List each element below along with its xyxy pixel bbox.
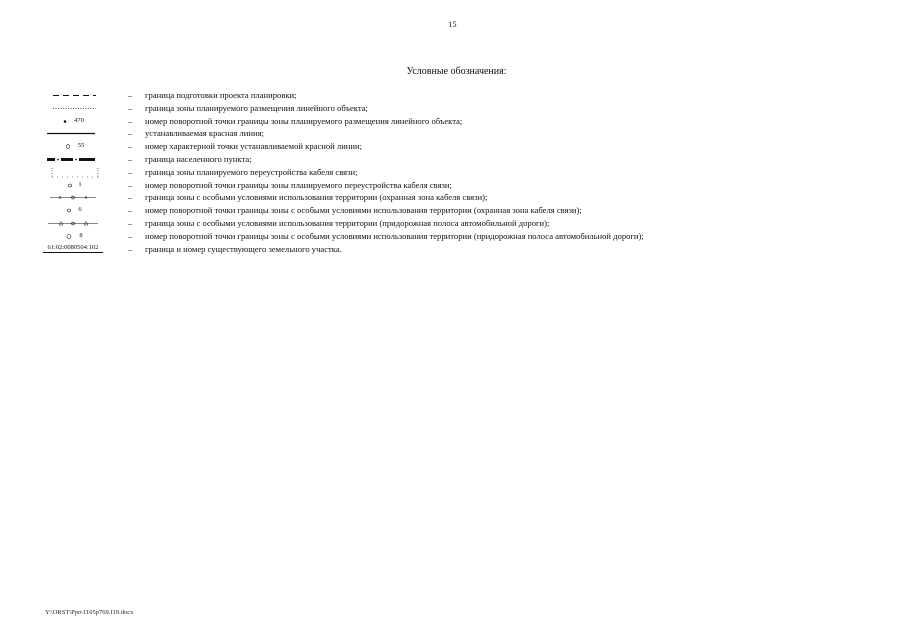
legend-dash: –: [128, 217, 133, 228]
parcel-line-icon: [40, 243, 106, 256]
legend-dash: –: [128, 179, 133, 190]
legend-description: граница и номер существующего земельного участка.: [145, 243, 342, 254]
dash-dot-line-icon: [40, 153, 106, 166]
file-path-footer: Y:\ORST\Ppo\1105p769.f19.docx: [45, 609, 134, 616]
circle-point-icon: [40, 140, 106, 153]
legend-row: [40, 204, 870, 217]
sparse-dotted-line-icon: [40, 166, 106, 179]
dot-point-icon: [40, 115, 106, 128]
legend-title: Условные обозначения:: [406, 66, 507, 77]
legend-row: [40, 243, 870, 256]
legend-description: граница населенного пункта;: [145, 153, 252, 164]
page-number: 15: [448, 20, 457, 29]
dotted-line-icon: [40, 102, 106, 115]
legend-dash: –: [128, 230, 133, 241]
legend-dash: –: [128, 153, 133, 164]
point-number-label: 8: [79, 231, 83, 239]
legend-dash: –: [128, 141, 133, 152]
legend-row: [40, 102, 870, 115]
legend-description: номер поворотной точки границы зоны планируемого переустройства кабеля связи;: [145, 179, 452, 190]
legend-description: номер поворотной точки границы зоны планируемого размещения линейного объекта;: [145, 115, 463, 126]
legend-description: граница зоны с особыми условиями использования территории (придорожная полоса автомобильной дороги);: [145, 217, 550, 228]
legend-dash: –: [128, 102, 133, 113]
dashed-line-icon: [40, 89, 106, 102]
legend-row: [40, 140, 870, 153]
legend-row: [40, 166, 870, 179]
circle-point-icon: [40, 204, 106, 217]
legend-row: [40, 89, 870, 102]
point-number-label: 470: [74, 116, 84, 124]
parcel-number-label: 61:02:0080504:102: [47, 243, 99, 251]
legend-description: граница зоны с особыми условиями использования территории (охранная зона кабеля связи);: [145, 192, 488, 203]
legend-description: номер поворотной точки границы зоны с особыми условиями использования территории (придорожная полоса автомобильной дороги);: [145, 230, 644, 241]
legend-dash: –: [128, 90, 133, 100]
solid-line-icon: [40, 127, 106, 140]
legend-dash: –: [128, 128, 133, 139]
line-with-triangles-icon: [40, 217, 106, 230]
legend-description: граница подготовки проекта планировки;: [145, 90, 297, 100]
legend-row: [40, 217, 870, 230]
legend: [40, 89, 870, 255]
parcel-boundary-line: [43, 252, 103, 253]
legend-description: граница зоны планируемого размещения линейного объекта;: [145, 102, 368, 113]
legend-row: [40, 230, 870, 243]
legend-dash: –: [128, 243, 133, 254]
point-number-label: 6: [78, 206, 82, 214]
legend-dash: –: [128, 205, 133, 216]
legend-dash: –: [128, 166, 133, 177]
legend-row: [40, 115, 870, 128]
legend-description: устанавливаемая красная линия;: [145, 128, 264, 139]
line-with-dots-icon: [40, 191, 106, 204]
point-number-label: 55: [77, 142, 85, 150]
circle-point-icon: [40, 179, 106, 192]
legend-row: [40, 179, 870, 192]
legend-description: номер поворотной точки границы зоны с особыми условиями использования территории (охранная зона кабеля связи);: [145, 205, 582, 216]
legend-dash: –: [128, 115, 133, 126]
legend-description: номер характерной точки устанавливаемой красной линии;: [145, 141, 362, 152]
point-number-label: 1: [78, 180, 82, 188]
legend-row: [40, 191, 870, 204]
legend-row: [40, 153, 870, 166]
legend-description: граница зоны планируемого переустройства кабеля связи;: [145, 166, 358, 177]
legend-dash: –: [128, 192, 133, 203]
legend-row: [40, 127, 870, 140]
